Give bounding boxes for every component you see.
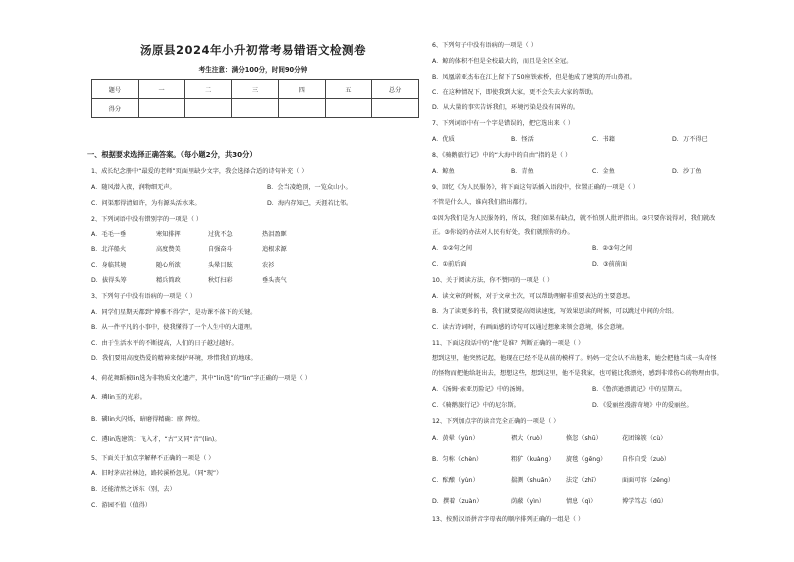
question-1: 1、成长纪念册中“最爱的老师”页面里缺少文字，我会选择合适的诗句补充（ ） [91,168,308,175]
question-2: 2、下列词语中没有错别字的一项是（ ） [91,216,203,223]
option-c: 面面可容（zēng） [622,477,675,484]
option-c: C．在这种情况下，即使我到大家，更不会失去大家的帮助。 [432,89,598,96]
option-c: C．由于生活水平的不断提高，人们的日子越过越好。 [91,340,238,347]
option-c: 揣测（shuǎn） [511,477,555,484]
option-b: B．凤凰诺亚杰布在江上留下了50座铁索桥，但是他成了建筑的开山鼻祖。 [432,74,636,81]
option-c: C．金鱼 [592,168,615,175]
table-cell [278,99,325,118]
option-a: A．鲸鱼 [432,168,455,175]
table-cell: 四 [278,80,325,99]
section-heading: 一、根据要求选择正确答案。（每小题2分，共30分） [87,150,257,159]
option-d: 荫蔽（yìn） [511,498,546,505]
option-b: 旋毯（gēng） [566,456,607,463]
question-4: 4、荷花舞蹈被lin选为非物质文化遗产，其中“lin选”的“lin”字正确的一项是（ ） [91,375,311,382]
question-8: 8、《骑鹅旅行记》中的“大海中的自由”指的是（ ） [432,152,572,159]
option-b: B．磷lin火闪烁，暗磨得精确：廪 辉煌。 [91,416,204,423]
option-d: D．我们要用高度热爱的精神来保护环境，珍惜我们的地球。 [91,355,257,362]
score-table [91,79,419,118]
option-a: A．①②句之间 [432,245,473,252]
table-cell [232,99,279,118]
option-d: D．从大量的事实告诉我们，环境污染是没有国界的。 [432,104,580,111]
question-9: 9、回忆《为人民服务》，将下面这句话插入语段中，位置正确的一项是（ ） [432,184,639,191]
option-c: 随心所欲 [156,262,181,269]
option-b: 高度赞美 [156,246,181,253]
option-b: B．怪活 [511,136,534,143]
option-d: D．③前前面 [592,261,628,268]
option-c: C．书籍 [592,136,615,143]
question-9-passage: 正。③你说的办法对人民有好处，我们就照你的办。 [432,229,574,236]
option-c: 头晕目眩 [208,262,233,269]
option-b: B．匀称（chèn） [432,456,483,463]
option-c: 农衫 [262,262,275,269]
table-cell: 得分 [92,99,139,118]
table-cell: 三 [232,80,279,99]
question-5: 5、下面关于加点字解释不正确的一项是（ ） [91,455,215,462]
option-a: A．毛毛一垂 [91,231,127,238]
option-a: A．读文章的时候，对于文章主次，可以帮助理解非重要表达的主要意思。 [432,293,635,300]
option-a: A．《汤姆·索亚历险记》中的汤姆。 [432,386,528,393]
table-cell: 总分 [372,80,419,99]
table-cell [138,99,185,118]
table-row [92,80,419,99]
option-b: B．还能清然之诉东（别，去） [91,486,176,493]
table-cell: 二 [185,80,232,99]
option-b: 自作自受（zuò） [622,456,671,463]
question-11-passage: 想到这里，他突然记起，他现在已经不是从前的模样了。妈妈一定会认不出他来，她会把他当成一头奇怪 [432,355,717,362]
page-title: 汤原县2024年小升初常考易错语文检测卷 [139,43,366,57]
question-11: 11、下面这段话中的“他”是谁？判断正确的一项是（ ） [432,340,585,347]
option-d: D．海内存知己，天涯若比邻。 [267,200,353,207]
option-d: 秋灯扫彩 [208,277,233,284]
option-c: C．游园不值（值得） [91,502,152,509]
option-a: 寒知排挥 [156,231,181,238]
option-b: B．为了读更多的书，我们就要提高阅读速度，写效果思读的时候，可以跳过中间的介绍。 [432,308,678,315]
option-b: B．《鲁滨逊漂流记》中的星期五。 [592,386,686,393]
option-d: D．万不得已 [672,136,708,143]
table-cell [325,99,372,118]
option-b: B．会当凌绝顶，一览众山小。 [267,184,352,191]
question-9-sentence: 不管是什么人，谁向我们指出都行。 [432,199,531,206]
option-a: A．随风潜入夜，润物细无声。 [91,184,176,191]
question-11-passage: 的怪物而把他给赶出去，想想这些，想到这里，他不是我家，也可能比我漂亮，感到非常伤心的物理由事。 [432,370,723,377]
option-a: 过犹不急 [208,231,233,238]
exam-notice: 考生注意：满分100分，时间90分钟 [198,66,308,74]
option-d: D．拔得头筹 [91,277,127,284]
option-c: C．《骑鹅旅行记》中的尼尔斯。 [432,402,520,409]
option-c: C．身临其境 [91,262,127,269]
option-a: A．同学们星期天都到“博雅不得学”，是功课不落下的关键。 [91,309,257,316]
option-c: C．读古诗词时，有画面感的诗句可以通过想象来领会意境，体会意境。 [432,324,629,331]
question-6: 6、下列句子中没有语病的一项是（ ） [432,42,537,49]
option-d: D．沙丁鱼 [672,168,702,175]
option-c: C．问渠那得清如许，为有源头活水来。 [91,200,201,207]
question-9-passage: ①因为我们是为人民服务的，所以，我们如果有缺点，就不怕别人批评指出。②只要你说得对，我们就改 [432,215,716,222]
question-3: 3、下列句子中没有语病的一项是（ ） [91,293,196,300]
option-a: A．鲸的体积不但是全校最大的，而且是全区全冠。 [432,58,573,65]
option-a: A．旧时茅店社林边，路转溪桥忽见。（同“现”） [91,470,223,477]
option-d: 博学笃志（dǔ） [622,498,667,505]
option-a: 热泪盈眶 [262,231,287,238]
table-row [92,99,419,118]
option-a: 倏忽（shū） [566,435,602,442]
option-d: D．《爱丽丝漫游奇境》中的爱丽丝。 [592,402,693,409]
option-a: A．璘lin玉的光彩。 [91,394,146,401]
option-d: D．撰着（zuàn） [432,498,483,505]
question-12: 12、下列加点字的读音完全正确的一项是（ ） [432,418,560,425]
question-7: 7、下列词语中有一个字是错误的，把它选出来（ ） [432,120,575,127]
option-a: 花团锦簇（cù） [622,435,667,442]
table-cell [185,99,232,118]
option-b: B．②③句之间 [592,245,633,252]
option-d: 情息（qì） [566,498,597,505]
table-cell [372,99,419,118]
option-c: C．①前后面 [432,261,467,268]
option-c: 法定（zhī） [566,477,600,484]
option-b: B．青鱼 [511,168,534,175]
option-a: A．优质 [432,136,455,143]
option-a: A．黄晕（yùn） [432,435,479,442]
option-c: C．酝酿（yùn） [432,477,479,484]
option-d: 垂头丧气 [262,277,287,284]
table-cell: 五 [325,80,372,99]
option-b: B．从一件平凡的小事中，使我懂得了一个人生中的大道理。 [91,324,257,331]
option-d: 精兵简政 [156,277,181,284]
option-b: 粗犷（kuàng） [511,456,555,463]
question-10: 10、关于阅读方法，你不赞同的一项是（ ） [432,277,554,284]
option-b: 自强奋斗 [208,246,233,253]
option-b: B．北洋船火 [91,246,127,253]
option-b: 追根求源 [262,246,287,253]
option-c: C．遴lin选建筑：飞入才，“古”又同“音”(lin)。 [91,436,221,443]
option-a: 褶大（ruò） [511,435,547,442]
table-cell: 一 [138,80,185,99]
question-13: 13、按照汉语拼音字母表的顺序排列正确的一组是（ ） [432,516,585,523]
table-cell: 题号 [92,80,139,99]
